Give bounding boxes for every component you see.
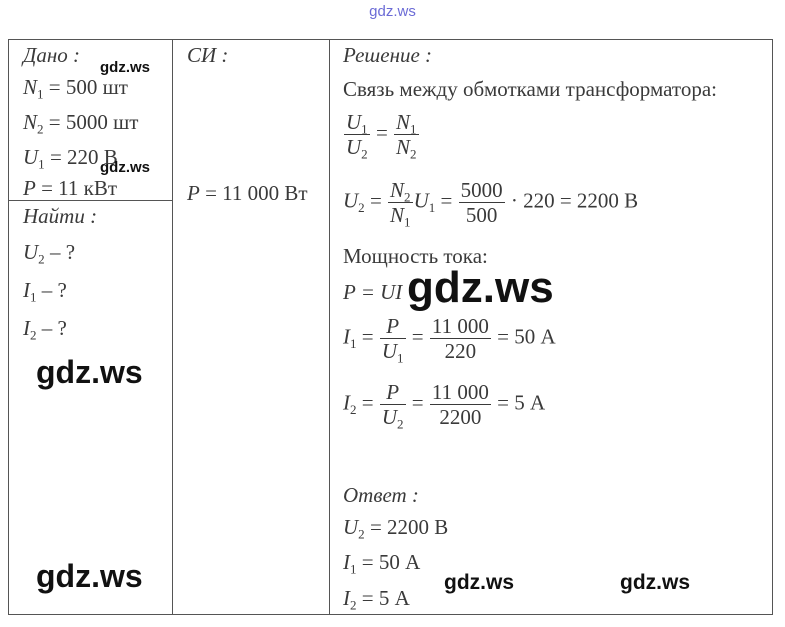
watermark-small-3: gdz.ws (444, 571, 515, 594)
given-n2: $N_2 = 5000$ шт (23, 110, 139, 137)
answer-header: Ответ : (343, 483, 419, 507)
column-divider-1 (172, 40, 173, 614)
solution-intro: Связь между обмотками трансформатора: (343, 77, 717, 101)
answer-i1: $I_1 = 50$ А (343, 550, 421, 577)
si-p: P = 11 000 Вт (187, 181, 308, 205)
given-n1: $N_1 = 500$ шт (23, 75, 128, 102)
watermark-small-4: gdz.ws (620, 571, 691, 594)
find-i2: $I_2$ – ? (23, 316, 67, 343)
watermark-small-1: gdz.ws (100, 59, 151, 76)
solution-header: Решение : (343, 43, 433, 67)
answer-u2: $U_2 = 2200$ В (343, 515, 449, 542)
watermark-large-1: gdz.ws (407, 263, 554, 312)
watermark-large-3: gdz.ws (36, 558, 143, 594)
formula-u2: $U_2$ = $\frac{N_2}{N_1}$ $U_1$ = $\frac{5000}{500}$ · 220 = 2200 В (343, 178, 639, 230)
given-p: P = 11 кВт (23, 176, 118, 200)
given-u1: $U_1 = 220$ В (23, 145, 118, 172)
watermark-large-2: gdz.ws (36, 354, 143, 390)
row-divider-given-find (9, 200, 172, 201)
find-u2: $U_2$ – ? (23, 240, 76, 267)
power-formula: P = UI (343, 280, 403, 304)
formula-i1: $I_1$ = $\frac{P}{U_1}$ = $\frac{11 000}{220}$ = 50 А (343, 314, 556, 366)
answer-i2: $I_2 = 5$ А (343, 586, 410, 613)
solution-table (8, 39, 773, 615)
formula-i2: $I_2$ = $\frac{P}{U_2}$ = $\frac{11 000}{2200}$ = 5 А (343, 380, 546, 432)
watermark-small-2: gdz.ws (100, 159, 151, 176)
formula-transformer-ratio: $\frac{U_1}{U_2}$ = $\frac{N_1}{N_2}$ (346, 110, 417, 162)
find-header: Найти : (23, 204, 98, 228)
given-header: Дано : (23, 43, 81, 67)
column-divider-2 (329, 40, 330, 614)
si-header: СИ : (187, 43, 229, 67)
find-i1: $I_1$ – ? (23, 278, 67, 305)
watermark-top: gdz.ws (369, 3, 416, 20)
power-label: Мощность тока: (343, 244, 488, 268)
